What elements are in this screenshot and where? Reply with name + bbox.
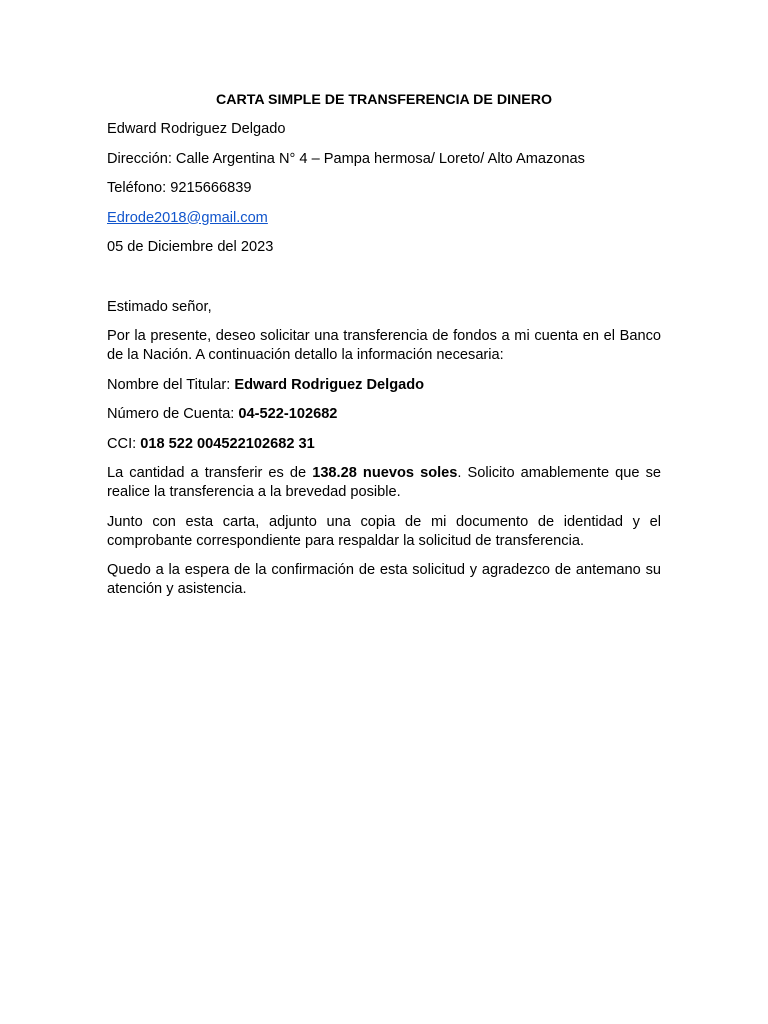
sender-email-link[interactable]: Edrode2018@gmail.com	[107, 209, 268, 226]
amount-paragraph	[107, 464, 661, 502]
cci-label: CCI:	[107, 435, 141, 452]
holder-label: Nombre del Titular:	[107, 376, 235, 393]
account-label: Número de Cuenta:	[107, 406, 239, 422]
cci-value: 018 522 004522102682 31	[140, 435, 315, 452]
intro-paragraph: Por la presente, deseo solicitar una transferencia de fondos a mi cuenta en el Banco de la Nación. A continuación detallo la información necesaria:	[107, 328, 661, 363]
sender-email-row	[107, 209, 661, 228]
spacer	[107, 268, 661, 298]
amount-value: 138.28 nuevos soles	[312, 465, 458, 481]
cci-line	[107, 435, 661, 454]
letter-date: 05 de Diciembre del 2023	[107, 239, 274, 255]
sender-phone: Teléfono: 9215666839	[107, 180, 252, 196]
amount-suffix: . Solicito amablemente que se realice la transferencia a la brevedad posible.	[107, 465, 661, 500]
sender-address: Dirección: Calle Argentina N° 4 – Pampa hermosa/ Loreto/ Alto Amazonas	[107, 150, 585, 167]
closing-paragraph: Quedo a la espera de la confirmación de esta solicitud y agradezco de antemano su atención y asistencia.	[107, 562, 661, 597]
letter-title: CARTA SIMPLE DE TRANSFERENCIA DE DINERO	[215, 92, 553, 108]
attachments-paragraph: Junto con esta carta, adjunto una copia de mi documento de identidad y el comprobante correspondiente para respaldar la solicitud de transferencia.	[107, 513, 661, 549]
amount-prefix: La cantidad a transferir es de	[107, 465, 313, 481]
holder-line	[107, 376, 661, 395]
holder-value: Edward Rodriguez Delgado	[234, 376, 425, 393]
sender-name: Edward Rodriguez Delgado	[107, 121, 286, 137]
account-value: 04-522-102682	[238, 406, 338, 422]
account-line	[107, 405, 661, 424]
letter-page	[107, 91, 661, 610]
greeting: Estimado señor,	[107, 298, 212, 315]
